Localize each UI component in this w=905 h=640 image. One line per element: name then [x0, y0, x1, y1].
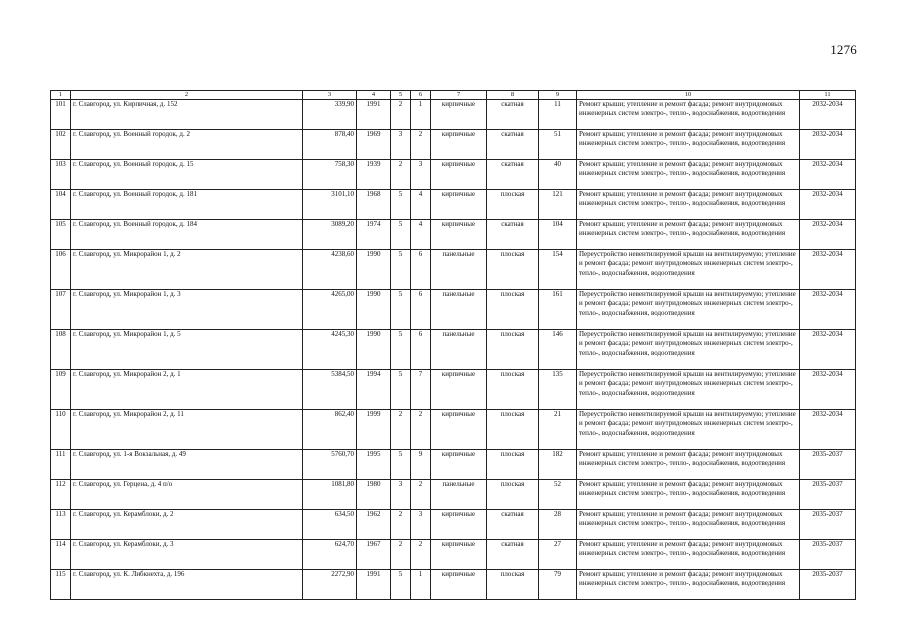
year-cell: 1990: [357, 290, 391, 330]
floors-cell: 5: [391, 450, 411, 480]
area-cell: 624,70: [303, 540, 357, 570]
entrances-cell: 7: [411, 370, 431, 410]
column-header-2: 2: [71, 91, 303, 100]
residents-cell: 146: [539, 330, 577, 370]
row-number-cell: 104: [51, 190, 71, 220]
row-number-cell: 108: [51, 330, 71, 370]
column-header-10: 10: [577, 91, 800, 100]
roof-type-cell: плоская: [487, 250, 539, 290]
entrances-cell: 9: [411, 450, 431, 480]
entrances-cell: 3: [411, 160, 431, 190]
floors-cell: 5: [391, 370, 411, 410]
roof-type-cell: плоская: [487, 570, 539, 600]
row-number-cell: 110: [51, 410, 71, 450]
year-cell: 1939: [357, 160, 391, 190]
address-cell: г. Славгород, ул. Керамблоки, д. 2: [71, 510, 303, 540]
area-cell: 4265,00: [303, 290, 357, 330]
year-cell: 1968: [357, 190, 391, 220]
floors-cell: 2: [391, 160, 411, 190]
area-cell: 5760,70: [303, 450, 357, 480]
roof-type-cell: скатная: [487, 540, 539, 570]
area-cell: 4238,60: [303, 250, 357, 290]
wall-material-cell: кирпичные: [431, 130, 487, 160]
area-cell: 5384,50: [303, 370, 357, 410]
wall-material-cell: кирпичные: [431, 450, 487, 480]
year-cell: 1995: [357, 450, 391, 480]
period-cell: 2035-2037: [800, 540, 856, 570]
area-cell: 4245,30: [303, 330, 357, 370]
floors-cell: 3: [391, 480, 411, 510]
floors-cell: 5: [391, 250, 411, 290]
floors-cell: 2: [391, 540, 411, 570]
address-cell: г. Славгород, ул. Микрорайон 2, д. 1: [71, 370, 303, 410]
year-cell: 1980: [357, 480, 391, 510]
column-header-7: 7: [431, 91, 487, 100]
residents-cell: 182: [539, 450, 577, 480]
floors-cell: 5: [391, 190, 411, 220]
residents-cell: 135: [539, 370, 577, 410]
works-cell: Ремонт крыши; утепление и ремонт фасада; ремонт внутридомовых инженерных систем электро-, тепло-, водоснабжения, водоотведения: [577, 130, 800, 160]
wall-material-cell: кирпичные: [431, 220, 487, 250]
period-cell: 2035-2037: [800, 480, 856, 510]
row-number-cell: 101: [51, 100, 71, 130]
area-cell: 878,40: [303, 130, 357, 160]
works-cell: Ремонт крыши; утепление и ремонт фасада; ремонт внутридомовых инженерных систем электро-, тепло-, водоснабжения, водоотведения: [577, 190, 800, 220]
period-cell: 2032-2034: [800, 130, 856, 160]
floors-cell: 5: [391, 570, 411, 600]
row-number-cell: 109: [51, 370, 71, 410]
address-cell: г. Славгород, ул. Микрорайон 1, д. 5: [71, 330, 303, 370]
column-header-1: 1: [51, 91, 71, 100]
area-cell: 2272,90: [303, 570, 357, 600]
table-row: [51, 160, 856, 190]
residents-cell: 51: [539, 130, 577, 160]
residents-cell: 27: [539, 540, 577, 570]
roof-type-cell: скатная: [487, 220, 539, 250]
residents-cell: 28: [539, 510, 577, 540]
entrances-cell: 1: [411, 100, 431, 130]
row-number-cell: 102: [51, 130, 71, 160]
entrances-cell: 2: [411, 540, 431, 570]
table-row: [51, 410, 856, 450]
table-row: [51, 190, 856, 220]
residents-cell: 40: [539, 160, 577, 190]
table-row: [51, 480, 856, 510]
table-row: [51, 220, 856, 250]
floors-cell: 2: [391, 100, 411, 130]
entrances-cell: 1: [411, 570, 431, 600]
area-cell: 634,50: [303, 510, 357, 540]
table-row: [51, 130, 856, 160]
address-cell: г. Славгород, ул. Военный городок, д. 184: [71, 220, 303, 250]
year-cell: 1967: [357, 540, 391, 570]
entrances-cell: 4: [411, 220, 431, 250]
address-cell: г. Славгород, ул. Герцена, д. 4 п/о: [71, 480, 303, 510]
address-cell: г. Славгород, ул. Керамблоки, д. 3: [71, 540, 303, 570]
row-number-cell: 103: [51, 160, 71, 190]
column-header-3: 3: [303, 91, 357, 100]
table-row: [51, 290, 856, 330]
row-number-cell: 106: [51, 250, 71, 290]
row-number-cell: 113: [51, 510, 71, 540]
table-row: [51, 450, 856, 480]
address-cell: г. Славгород, ул. К. Либкнехта, д. 196: [71, 570, 303, 600]
roof-type-cell: плоская: [487, 450, 539, 480]
page-number: 1276: [830, 42, 857, 57]
wall-material-cell: кирпичные: [431, 540, 487, 570]
area-cell: 3101,10: [303, 190, 357, 220]
works-cell: Ремонт крыши; утепление и ремонт фасада; ремонт внутридомовых инженерных систем электро-, тепло-, водоснабжения, водоотведения: [577, 510, 800, 540]
roof-type-cell: плоская: [487, 190, 539, 220]
table-body: [51, 91, 856, 600]
period-cell: 2032-2034: [800, 250, 856, 290]
entrances-cell: 2: [411, 130, 431, 160]
column-header-4: 4: [357, 91, 391, 100]
period-cell: 2032-2034: [800, 190, 856, 220]
entrances-cell: 2: [411, 410, 431, 450]
works-cell: Ремонт крыши; утепление и ремонт фасада; ремонт внутридомовых инженерных систем электро-, тепло-, водоснабжения, водоотведения: [577, 480, 800, 510]
year-cell: 1990: [357, 250, 391, 290]
year-cell: 1991: [357, 100, 391, 130]
period-cell: 2035-2037: [800, 450, 856, 480]
address-cell: г. Славгород, ул. Микрорайон 1, д. 3: [71, 290, 303, 330]
works-cell: Переустройство невентилируемой крыши на вентилируемую; утепление и ремонт фасада; ремонт внутридомовых инженерных систем электро-, тепло-, водоснабжения, водоотведения: [577, 410, 800, 450]
column-header-6: 6: [411, 91, 431, 100]
works-cell: Переустройство невентилируемой крыши на вентилируемую; утепление и ремонт фасада; ремонт внутридомовых инженерных систем электро-, тепло-, водоснабжения, водоотведения: [577, 330, 800, 370]
floors-cell: 3: [391, 130, 411, 160]
period-cell: 2032-2034: [800, 160, 856, 190]
floors-cell: 5: [391, 330, 411, 370]
works-cell: Ремонт крыши; утепление и ремонт фасада; ремонт внутридомовых инженерных систем электро-, тепло-, водоснабжения, водоотведения: [577, 100, 800, 130]
works-cell: Ремонт крыши; утепление и ремонт фасада; ремонт внутридомовых инженерных систем электро-, тепло-, водоснабжения, водоотведения: [577, 220, 800, 250]
area-cell: 758,30: [303, 160, 357, 190]
wall-material-cell: кирпичные: [431, 410, 487, 450]
entrances-cell: 6: [411, 290, 431, 330]
table-row: [51, 510, 856, 540]
table-row: [51, 100, 856, 130]
roof-type-cell: плоская: [487, 480, 539, 510]
address-cell: г. Славгород, ул. Военный городок, д. 15: [71, 160, 303, 190]
column-header-11: 11: [800, 91, 856, 100]
wall-material-cell: кирпичные: [431, 570, 487, 600]
row-number-cell: 107: [51, 290, 71, 330]
wall-material-cell: кирпичные: [431, 370, 487, 410]
roof-type-cell: плоская: [487, 290, 539, 330]
year-cell: 1999: [357, 410, 391, 450]
area-cell: 862,40: [303, 410, 357, 450]
residents-cell: 121: [539, 190, 577, 220]
works-cell: Ремонт крыши; утепление и ремонт фасада; ремонт внутридомовых инженерных систем электро-, тепло-, водоснабжения, водоотведения: [577, 160, 800, 190]
works-cell: Переустройство невентилируемой крыши на вентилируемую; утепление и ремонт фасада; ремонт внутридомовых инженерных систем электро-, тепло-, водоснабжения, водоотведения: [577, 370, 800, 410]
row-number-cell: 111: [51, 450, 71, 480]
area-cell: 1081,80: [303, 480, 357, 510]
wall-material-cell: панельные: [431, 250, 487, 290]
residents-cell: 52: [539, 480, 577, 510]
period-cell: 2035-2037: [800, 510, 856, 540]
row-number-cell: 105: [51, 220, 71, 250]
roof-type-cell: скатная: [487, 130, 539, 160]
table-row: [51, 570, 856, 600]
table-row: [51, 370, 856, 410]
housing-registry-table: [50, 90, 856, 600]
roof-type-cell: скатная: [487, 510, 539, 540]
wall-material-cell: кирпичные: [431, 190, 487, 220]
entrances-cell: 3: [411, 510, 431, 540]
address-cell: г. Славгород, ул. Кирпичная, д. 152: [71, 100, 303, 130]
floors-cell: 2: [391, 410, 411, 450]
year-cell: 1990: [357, 330, 391, 370]
entrances-cell: 6: [411, 250, 431, 290]
wall-material-cell: панельные: [431, 480, 487, 510]
roof-type-cell: плоская: [487, 330, 539, 370]
address-cell: г. Славгород, ул. Военный городок, д. 2: [71, 130, 303, 160]
year-cell: 1962: [357, 510, 391, 540]
period-cell: 2032-2034: [800, 410, 856, 450]
wall-material-cell: кирпичные: [431, 160, 487, 190]
wall-material-cell: кирпичные: [431, 510, 487, 540]
floors-cell: 5: [391, 290, 411, 330]
works-cell: Переустройство невентилируемой крыши на вентилируемую; утепление и ремонт фасада; ремонт внутридомовых инженерных систем электро-, тепло-, водоснабжения, водоотведения: [577, 290, 800, 330]
wall-material-cell: кирпичные: [431, 100, 487, 130]
row-number-cell: 112: [51, 480, 71, 510]
period-cell: 2032-2034: [800, 290, 856, 330]
floors-cell: 5: [391, 220, 411, 250]
area-cell: 3089,20: [303, 220, 357, 250]
roof-type-cell: плоская: [487, 370, 539, 410]
address-cell: г. Славгород, ул. Микрорайон 1, д. 2: [71, 250, 303, 290]
address-cell: г. Славгород, ул. Военный городок, д. 181: [71, 190, 303, 220]
works-cell: Переустройство невентилируемой крыши на вентилируемую; утепление и ремонт фасада; ремонт внутридомовых инженерных систем электро-, тепло-, водоснабжения, водоотведения: [577, 250, 800, 290]
column-header-9: 9: [539, 91, 577, 100]
table-row: [51, 250, 856, 290]
wall-material-cell: панельные: [431, 330, 487, 370]
year-cell: 1994: [357, 370, 391, 410]
residents-cell: 21: [539, 410, 577, 450]
floors-cell: 2: [391, 510, 411, 540]
column-header-5: 5: [391, 91, 411, 100]
period-cell: 2032-2034: [800, 330, 856, 370]
works-cell: Ремонт крыши; утепление и ремонт фасада; ремонт внутридомовых инженерных систем электро-, тепло-, водоснабжения, водоотведения: [577, 450, 800, 480]
column-number-header-row: [51, 91, 856, 100]
residents-cell: 104: [539, 220, 577, 250]
column-header-8: 8: [487, 91, 539, 100]
residents-cell: 11: [539, 100, 577, 130]
area-cell: 339,90: [303, 100, 357, 130]
roof-type-cell: плоская: [487, 410, 539, 450]
residents-cell: 79: [539, 570, 577, 600]
entrances-cell: 4: [411, 190, 431, 220]
year-cell: 1991: [357, 570, 391, 600]
works-cell: Ремонт крыши; утепление и ремонт фасада; ремонт внутридомовых инженерных систем электро-, тепло-, водоснабжения, водоотведения: [577, 540, 800, 570]
table-row: [51, 540, 856, 570]
entrances-cell: 6: [411, 330, 431, 370]
year-cell: 1974: [357, 220, 391, 250]
period-cell: 2032-2034: [800, 220, 856, 250]
address-cell: г. Славгород, ул. Микрорайон 2, д. 11: [71, 410, 303, 450]
address-cell: г. Славгород, ул. 1-я Вокзальная, д. 49: [71, 450, 303, 480]
period-cell: 2035-2037: [800, 570, 856, 600]
row-number-cell: 114: [51, 540, 71, 570]
wall-material-cell: панельные: [431, 290, 487, 330]
entrances-cell: 2: [411, 480, 431, 510]
works-cell: Ремонт крыши; утепление и ремонт фасада; ремонт внутридомовых инженерных систем электро-, тепло-, водоснабжения, водоотведения: [577, 570, 800, 600]
residents-cell: 161: [539, 290, 577, 330]
row-number-cell: 115: [51, 570, 71, 600]
roof-type-cell: скатная: [487, 100, 539, 130]
year-cell: 1969: [357, 130, 391, 160]
period-cell: 2032-2034: [800, 100, 856, 130]
period-cell: 2032-2034: [800, 370, 856, 410]
residents-cell: 154: [539, 250, 577, 290]
table-row: [51, 330, 856, 370]
roof-type-cell: скатная: [487, 160, 539, 190]
